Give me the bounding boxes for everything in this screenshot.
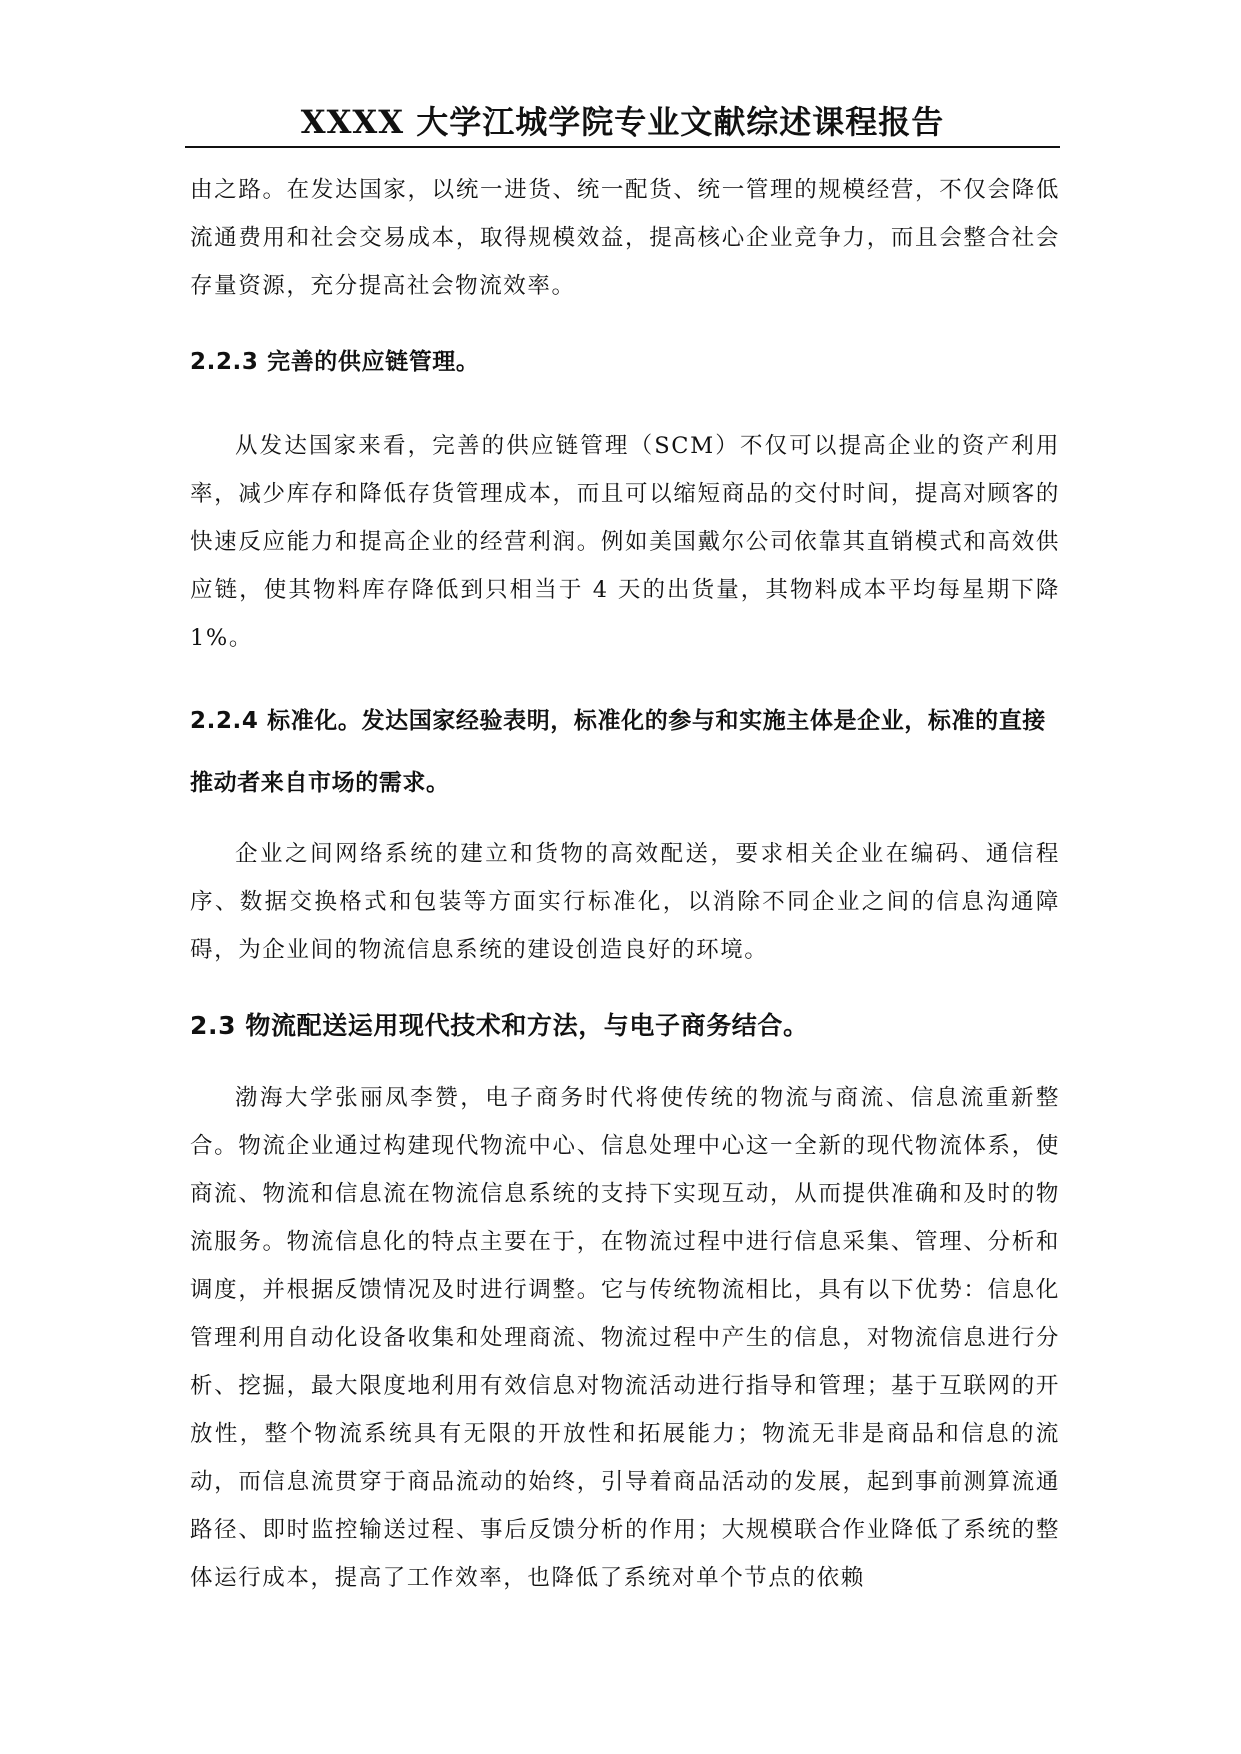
header-rule [185,146,1060,148]
page-header-title: XXXX 大学江城学院专业文献综述课程报告 [300,103,945,141]
heading-2-3: 2.3 物流配送运用现代技术和方法，与电子商务结合。 [190,1011,809,1040]
heading-2-2-4: 2.2.4 标准化。发达国家经验表明，标准化的参与和实施主体是企业，标准的直接推动者来自市场的需求。 [190,708,1046,796]
paragraph-ecommerce: 渤海大学张丽凤李赞，电子商务时代将使传统的物流与商流、信息流重新整合。物流企业通过构建现代物流中心、信息处理中心这一全新的现代物流体系，使商流、物流和信息流在物流信息系统的支持下实现互动，从而提供准确和及时的物流服务。物流信息化的特点主要在于，在物流过程中进行信息采集、管理、分析和调度，并根据反馈情况及时进行调整。它与传统物流相比，具有以下优势：信息化管理利用自动化设备收集和处理商流、物流过程中产生的信息，对物流信息进行分析、挖掘，最大限度地利用有效信息对物流活动进行指导和管理；基于互联网的开放性，整个物流系统具有无限的开放性和拓展能力；物流无非是商品和信息的流动，而信息流贯穿于商品流动的始终，引导着商品活动的发展，起到事前测算流通路径、即时监控输送过程、事后反馈分析的作用；大规模联合作业降低了系统的整体运行成本，提高了工作效率，也降低了系统对单个节点的依赖 [190,1085,1060,1591]
paragraph-continuation: 由之路。在发达国家，以统一进货、统一配货、统一管理的规模经营，不仅会降低流通费用和社会交易成本，取得规模效益，提高核心企业竞争力，而且会整合社会存量资源，充分提高社会物流效率。 [190,177,1060,299]
paragraph-scm: 从发达国家来看，完善的供应链管理（SCM）不仅可以提高企业的资产利用率，减少库存和降低存货管理成本，而且可以缩短商品的交付时间，提高对顾客的快速反应能力和提高企业的经营利润。例如美国戴尔公司依靠其直销模式和高效供应链，使其物料库存降低到只相当于 4 天的出货量，其物料成本平均每星期下降 1%。 [190,433,1060,651]
heading-2-2-3: 2.2.3 完善的供应链管理。 [190,349,480,375]
document-body [190,166,1060,1602]
paragraph-standardization: 企业之间网络系统的建立和货物的高效配送，要求相关企业在编码、通信程序、数据交换格式和包装等方面实行标准化，以消除不同企业之间的信息沟通障碍，为企业间的物流信息系统的建设创造良好的环境。 [190,841,1060,963]
